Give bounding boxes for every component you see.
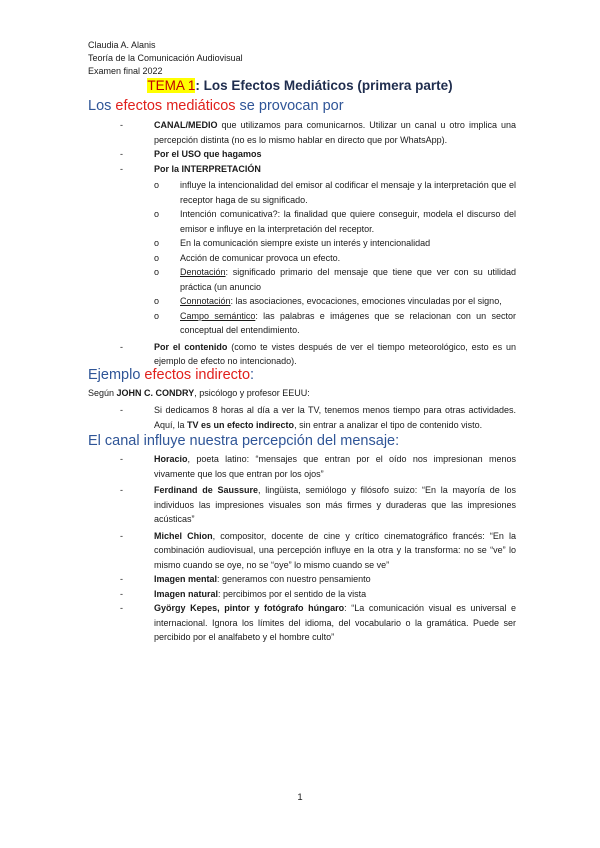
list-item: - Por la INTERPRETACIÓN (120, 163, 261, 174)
section-heading-canal: El canal influye nuestra percepción del mensaje: (88, 433, 400, 449)
list-item: - Ferdinand de Saussure, lingüista, semiólogo y filósofo suizo: “En la mayoría de los individuos las impresiones visuales son más firmes y duraderas que las impresiones acústicas” (120, 485, 516, 524)
condry-intro: Según JOHN C. CONDRY, psicólogo y profesor EEUU: (88, 388, 310, 398)
title-highlight: TEMA 1 (147, 78, 196, 93)
list-item: - Imagen natural: percibimos por el sentido de la vista (120, 588, 367, 599)
sub-list-item: o Connotación: las asociaciones, evocaciones, emociones vinculadas por el signo, (154, 296, 502, 306)
section2-list (120, 403, 516, 432)
sub-list-item: o Campo semántico: las palabras e imágenes que se relacionan con un sector conceptual del entendimiento. (154, 310, 516, 335)
list-item: - Por el contenido (como te vistes después de ver el tiempo meteorológico, esto es un ejemplo de efecto no intencionado). (120, 341, 516, 366)
sub-list-item: o Intención comunicativa?: la finalidad que quiere conseguir, modela el discurso del emisor e influye en la interpretación del receptor. (154, 209, 516, 234)
sub-list-item: o influye la intencionalidad del emisor al codificar el mensaje y la interpretación que el receptor haga de su significado. (154, 180, 516, 205)
section-heading-ejemplo: Ejemplo efectos indirecto: (88, 367, 255, 383)
exam-label: Examen final 2022 (88, 66, 163, 76)
list-item: - Por el USO que hagamos (120, 149, 262, 159)
list-item: - György Kepes, pintor y fotógrafo húngaro: “La comunicación visual es universal e internacional. Ignora los límites del idioma, del vocabulario o la gramática. Puede ser percibido por el analfabeto y el hombre culto” (120, 603, 517, 642)
list-item: - Si dedicamos 8 horas al día a ver la TV, tenemos menos tiempo para otras actividades. Aquí, la TV es un efecto indirecto, sin entrar a analizar el tipo de contenido visto. (120, 405, 516, 430)
sub-list-item: o En la comunicación siempre existe un interés y intencionalidad (154, 238, 431, 248)
sub-list-item: o Acción de comunicar provoca un efecto. (154, 252, 341, 263)
section3-list (120, 452, 516, 645)
course-name: Teoría de la Comunicación Audiovisual (88, 53, 243, 63)
section-heading-efectos: Los efectos mediáticos se provocan por (88, 98, 344, 114)
document-header (88, 39, 243, 78)
list-item: - Imagen mental: generamos con nuestro pensamiento (120, 574, 371, 584)
title-text: : Los Efectos Mediáticos (primera parte) (195, 78, 453, 93)
section1-list (120, 118, 516, 369)
list-item: - CANAL/MEDIO que utilizamos para comunicarnos. Utilizar un canal u otro implica una percepción distinta (no es lo mismo hablar en directo que por WhatsApp). (120, 120, 516, 145)
list-item: - Horacio, poeta latino: “mensajes que entran por el oído nos impresionan menos vivamente que los que entran por los ojos” (120, 454, 516, 479)
sub-list-item: o Denotación: significado primario del mensaje que tiene que ver con su utilidad práctica (un anuncio (154, 267, 516, 292)
author-name: Claudia A. Alanis (88, 40, 156, 50)
sub-list (120, 176, 516, 338)
page-number: 1 (297, 792, 303, 803)
list-item: - Michel Chion, compositor, docente de cine y crítico cinematográfico francés: “En la combinación audiovisual, una percepción influye en la otra y la transforma: no se “ve” lo mismo cuando se oye, no se “oye” lo mismo cuando se ve” (120, 530, 516, 570)
page-title (0, 78, 600, 93)
